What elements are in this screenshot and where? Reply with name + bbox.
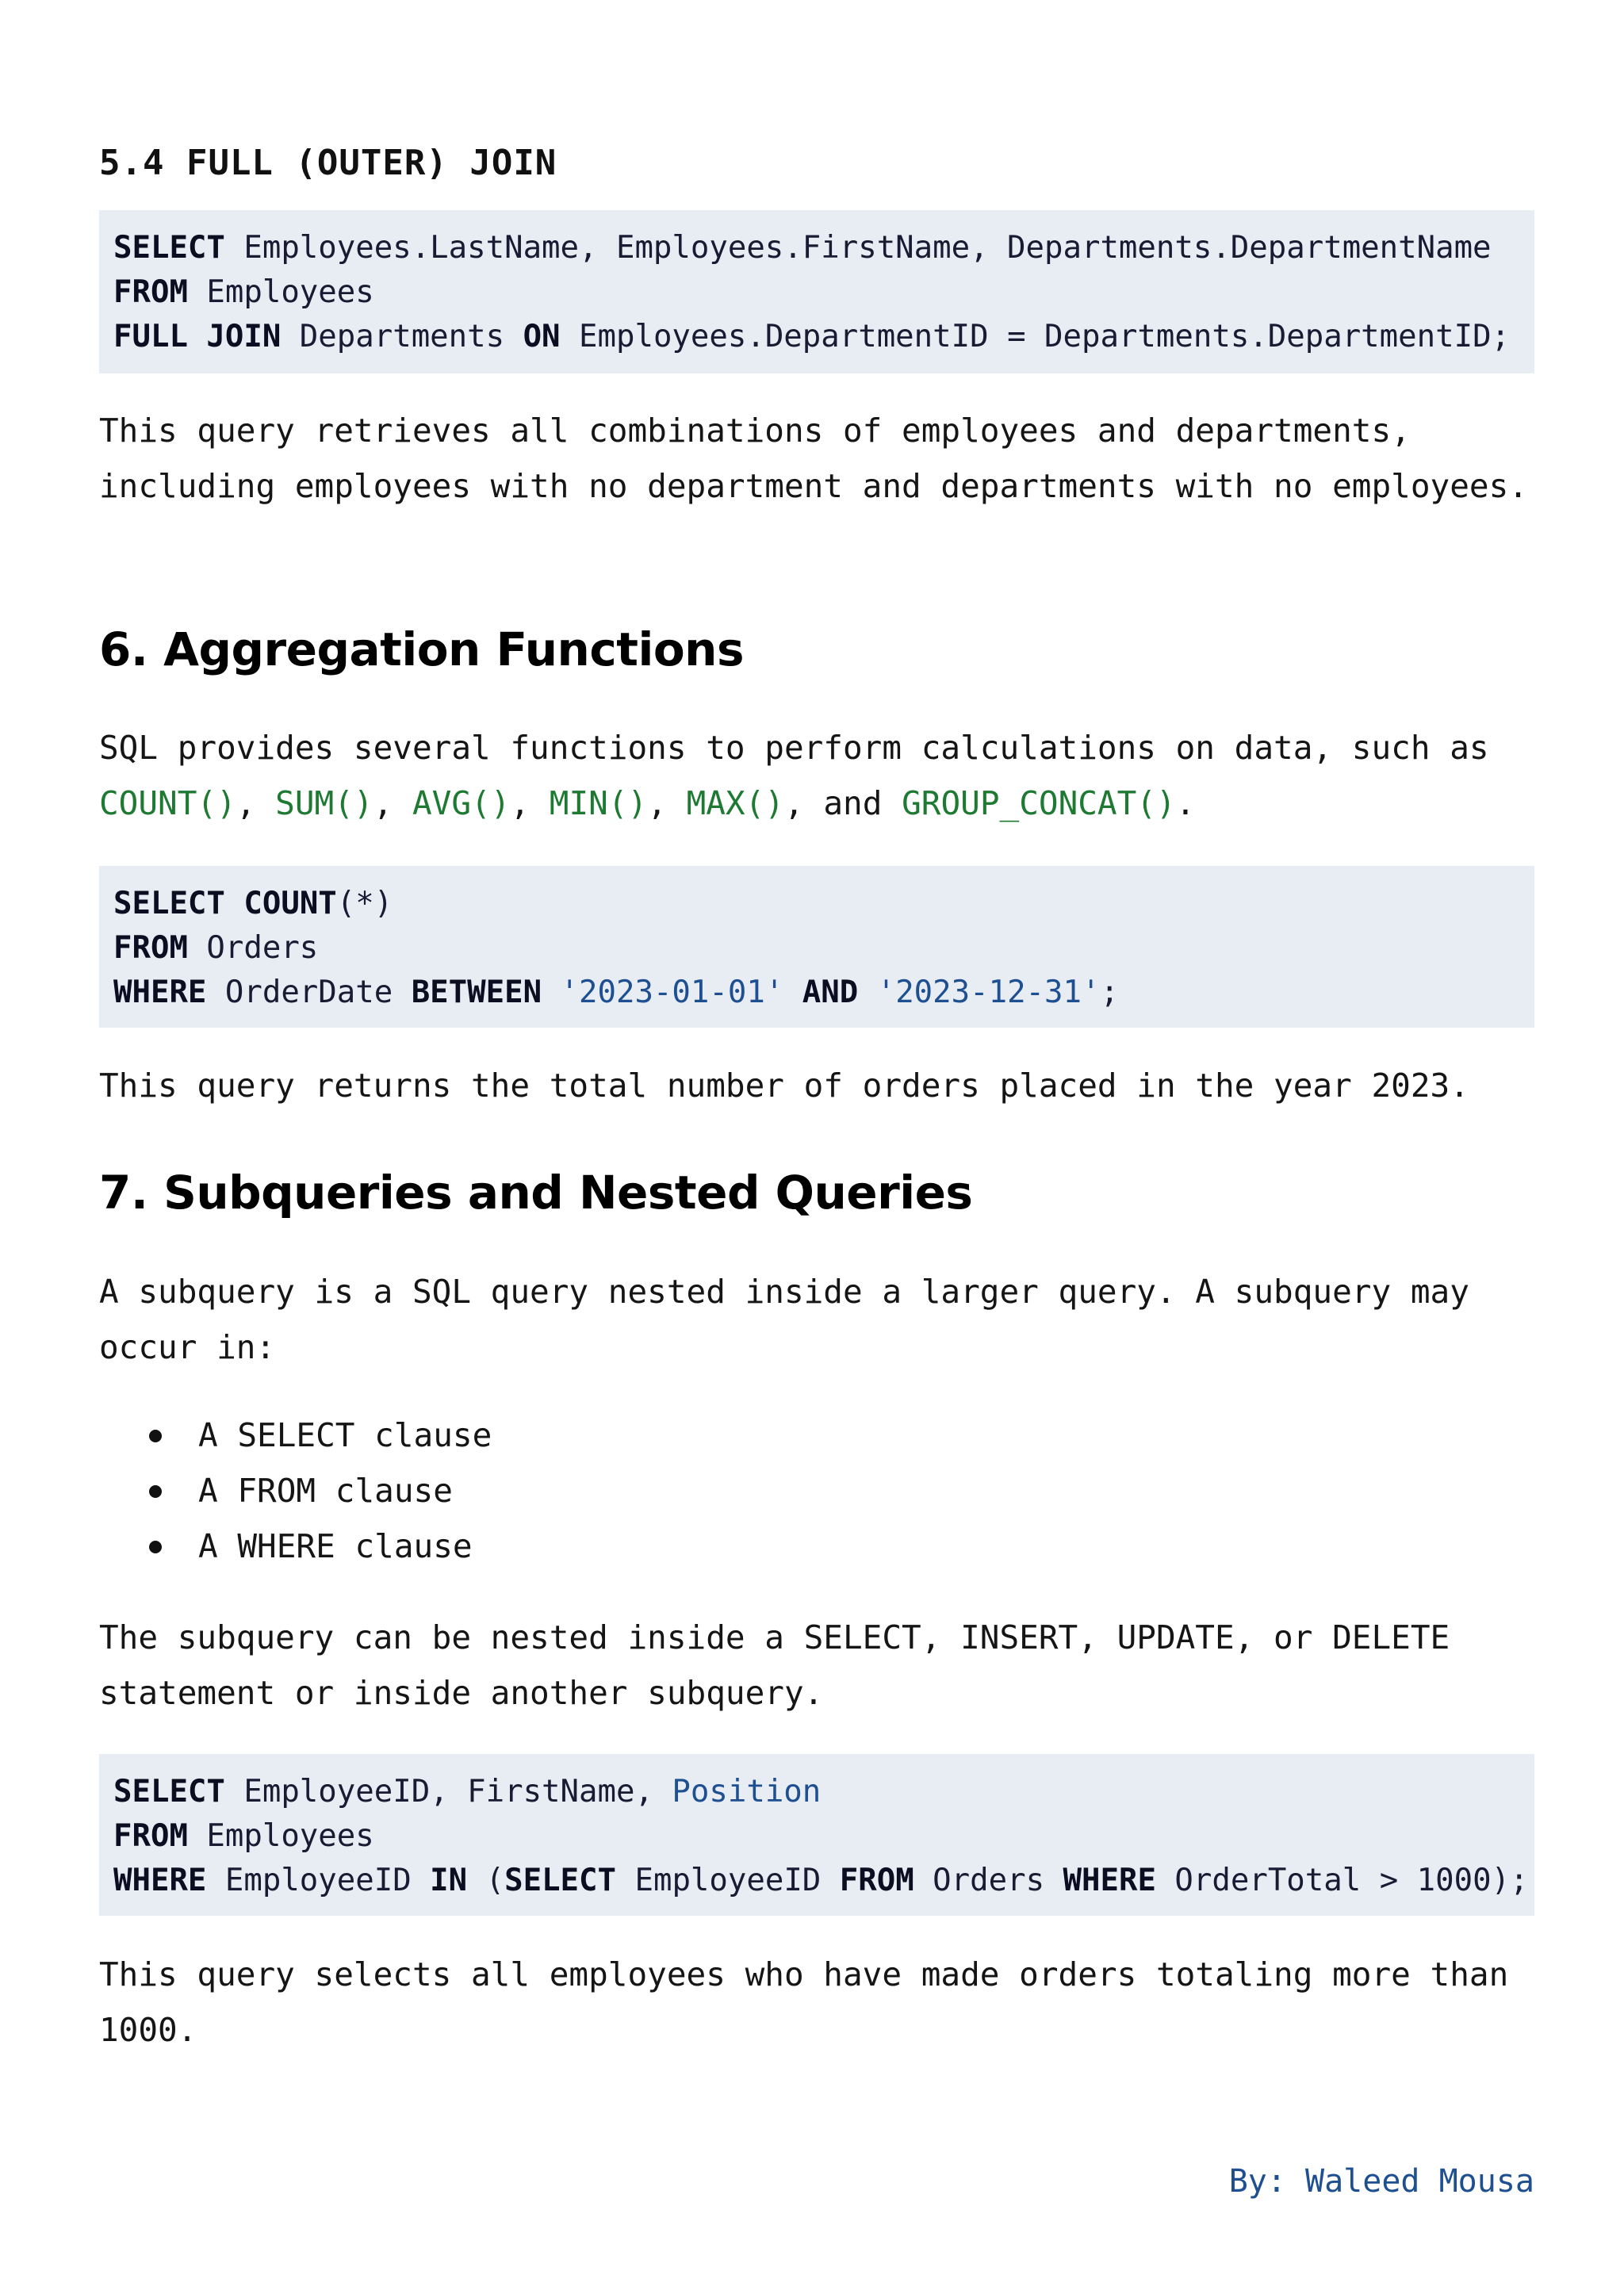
code-text: Orders: [187, 930, 319, 966]
separator: ,: [647, 784, 687, 822]
code-text: Departments: [281, 319, 523, 354]
code-identifier-highlight: Position: [672, 1774, 822, 1810]
code-keyword: AND: [783, 975, 859, 1010]
code-text: OrderTotal > 1000);: [1155, 1863, 1529, 1898]
code-text: OrderDate: [206, 975, 412, 1010]
function-count: COUNT(): [99, 784, 236, 822]
code-text: (*): [336, 886, 393, 921]
subquery-description: This query selects all employees who have made orders totaling more than 1000.: [99, 1955, 1528, 2049]
bullet-icon: [149, 1430, 162, 1442]
code-text: Employees: [187, 1818, 374, 1854]
aggregation-functions-line: [99, 776, 1534, 831]
subquery-location-list: [99, 1407, 892, 1574]
separator: ,: [373, 784, 412, 822]
code-text: EmployeeID: [616, 1863, 840, 1898]
subquery-nesting-text: The subquery can be nested inside a SELECT, INSERT, UPDATE, or DELETE statement or inside another subquery.: [99, 1618, 1469, 1712]
code-keyword: SELECT: [113, 886, 225, 921]
code-keyword: SELECT: [113, 1774, 225, 1810]
bullet-icon: [149, 1541, 162, 1553]
code-keyword: COUNT: [243, 886, 337, 921]
code-keyword: WHERE: [113, 975, 207, 1010]
code-keyword: FROM: [113, 274, 188, 310]
function-group-concat: GROUP_CONCAT(): [902, 784, 1176, 822]
code-text: EmployeeID, FirstName,: [224, 1774, 672, 1810]
function-min: MIN(): [549, 784, 648, 822]
code-keyword: WHERE: [113, 1863, 207, 1898]
and-text: , and: [783, 784, 902, 822]
aggregation-intro-line1: SQL provides several functions to perform calculations on data, such as: [99, 729, 1489, 767]
code-string: '2023-12-31': [858, 975, 1101, 1010]
list-item-text: A FROM clause: [198, 1472, 453, 1510]
code-keyword: WHERE: [1063, 1863, 1156, 1898]
list-item: [99, 1518, 892, 1574]
code-keyword: FROM: [839, 1863, 914, 1898]
count-query-description: This query returns the total number of orders placed in the year 2023.: [99, 1067, 1469, 1105]
code-block-subquery: [99, 1754, 1534, 1916]
function-avg: AVG(): [412, 784, 511, 822]
list-item: [99, 1463, 892, 1518]
code-block-count: [99, 866, 1534, 1028]
code-keyword: SELECT: [504, 1863, 616, 1898]
code-text: Employees.DepartmentID = Departments.DepartmentID;: [560, 319, 1511, 354]
subquery-intro: A subquery is a SQL query nested inside a larger query. A subquery may occur in:: [99, 1273, 1489, 1366]
list-item-text: A WHERE clause: [198, 1527, 473, 1565]
code-keyword: FULL JOIN: [113, 319, 282, 354]
code-text: (: [467, 1863, 505, 1898]
section-heading-full-outer-join: 5.4 FULL (OUTER) JOIN: [99, 143, 557, 183]
code-keyword: IN: [430, 1863, 468, 1898]
code-keyword: FROM: [113, 930, 188, 966]
section-heading-aggregation: 6. Aggregation Functions: [99, 622, 744, 676]
code-text: ;: [1100, 975, 1119, 1010]
period: .: [1175, 784, 1196, 822]
full-join-description: This query retrieves all combinations of employees and departments, including employees with no department and departments with no employees.: [99, 412, 1528, 505]
code-text: EmployeeID: [206, 1863, 431, 1898]
function-sum: SUM(): [275, 784, 373, 822]
code-keyword: BETWEEN: [411, 975, 542, 1010]
code-text: [225, 886, 243, 921]
code-text: Employees: [187, 274, 374, 310]
code-keyword: SELECT: [113, 230, 225, 266]
code-text: Orders: [914, 1863, 1063, 1898]
code-keyword: ON: [523, 319, 561, 354]
separator: ,: [236, 784, 276, 822]
author-credit: By: Waleed Mousa: [1228, 2163, 1534, 2200]
function-max: MAX(): [686, 784, 784, 822]
section-heading-subqueries: 7. Subqueries and Nested Queries: [99, 1166, 973, 1220]
code-text: Employees.LastName, Employees.FirstName, Departments.DepartmentName: [224, 230, 1492, 266]
bullet-icon: [149, 1485, 162, 1498]
list-item-text: A SELECT clause: [198, 1416, 492, 1454]
code-block-full-join: [99, 210, 1534, 373]
code-string: '2023-01-01': [542, 975, 784, 1010]
list-item: [99, 1407, 892, 1463]
code-keyword: FROM: [113, 1818, 188, 1854]
separator: ,: [510, 784, 550, 822]
